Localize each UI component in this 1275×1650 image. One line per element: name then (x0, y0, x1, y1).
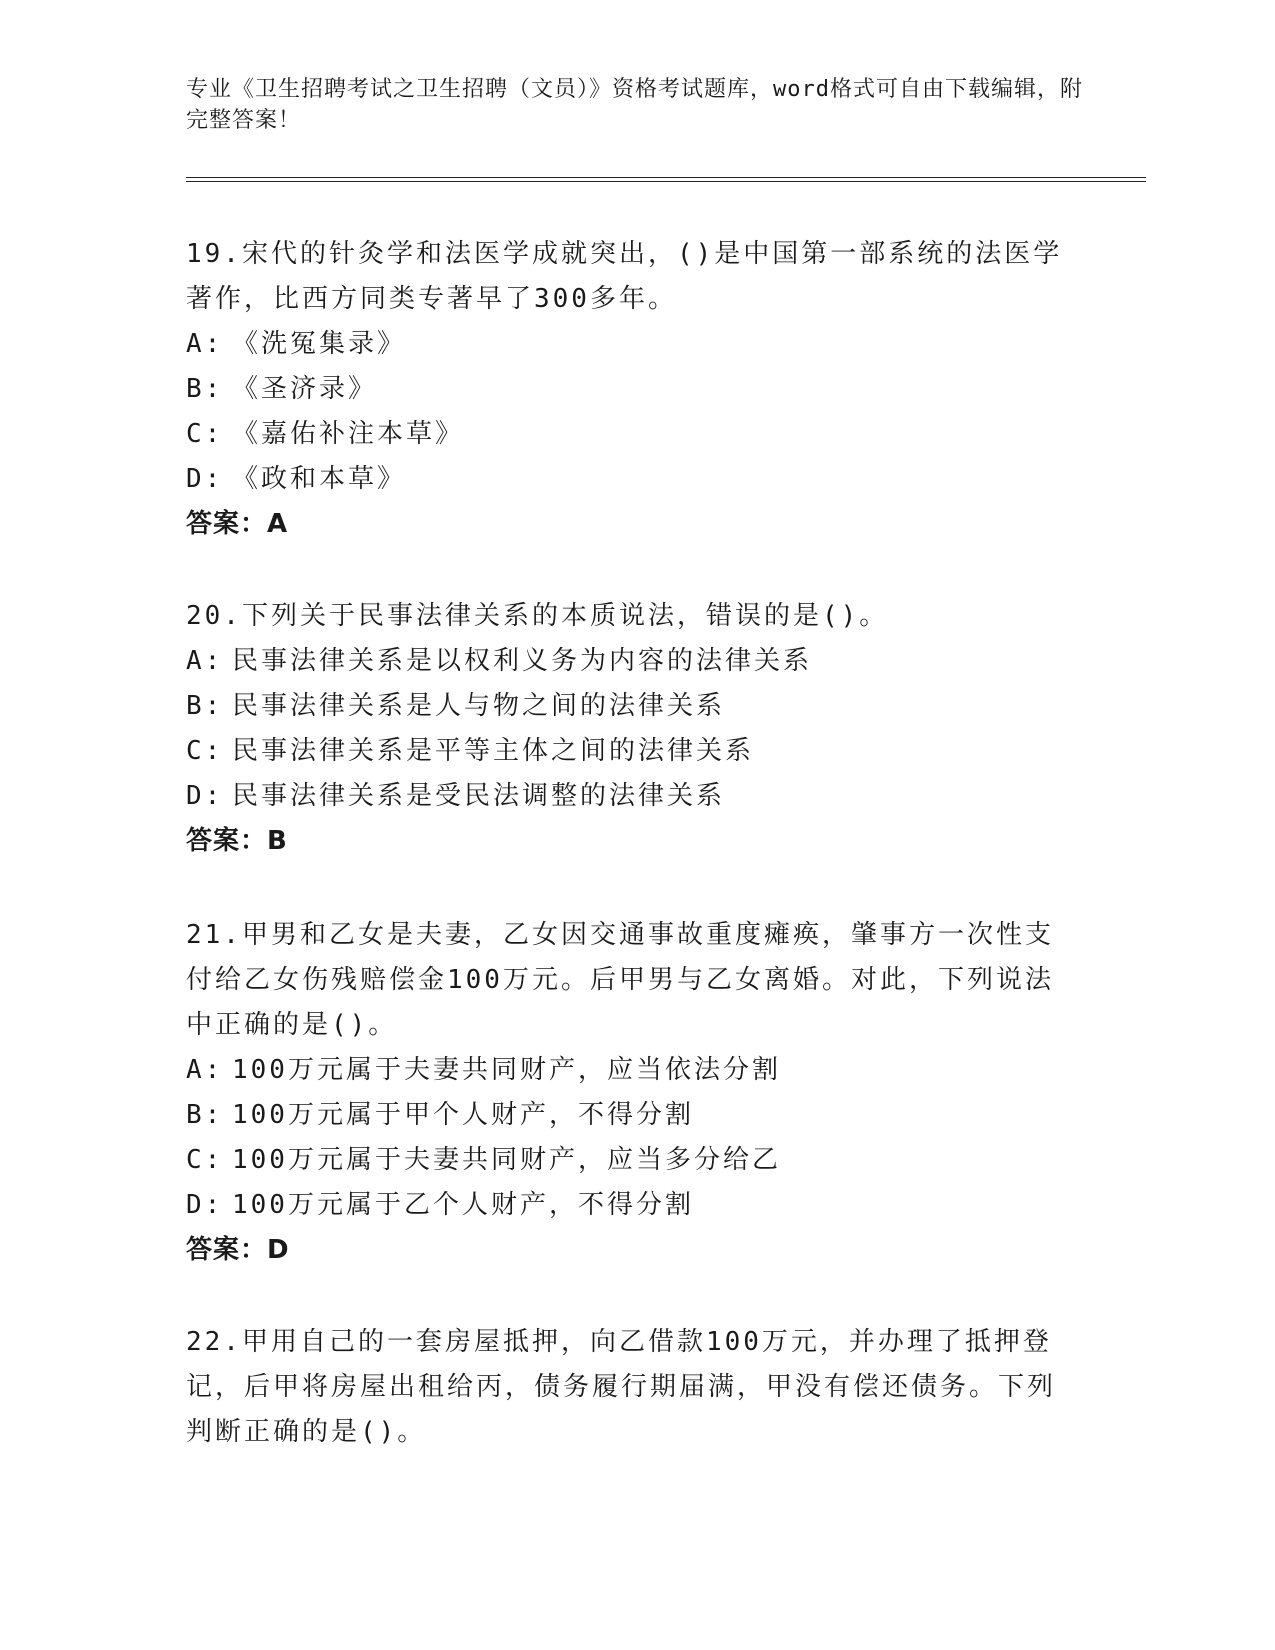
question-21 (186, 913, 1076, 1273)
question-22 (186, 1320, 1076, 1455)
option-key: D: (186, 464, 224, 494)
option-key: B: (186, 374, 224, 404)
option-c (186, 729, 1076, 774)
option-text: 《嘉佑补注本草》 (232, 419, 465, 449)
question-stem: 20.下列关于民事法律关系的本质说法，错误的是()。 (186, 601, 889, 631)
option-key: D: (186, 1190, 224, 1220)
option-b (186, 367, 1076, 412)
option-key: D: (186, 781, 224, 811)
question-stem: 22.甲用自己的一套房屋抵押，向乙借款100万元，并办理了抵押登记，后甲将房屋出租给丙，债务履行期届满，甲没有偿还债务。下列判断正确的是()。 (186, 1327, 1057, 1447)
option-text: 民事法律关系是人与物之间的法律关系 (232, 691, 726, 721)
question-19 (186, 232, 1076, 547)
option-text: 100万元属于夫妻共同财产，应当依法分割 (232, 1055, 781, 1085)
header-divider-bottom (186, 181, 1146, 182)
option-d (186, 774, 1076, 819)
option-text: 《政和本草》 (232, 464, 407, 494)
option-key: C: (186, 1145, 224, 1175)
answer: 答案：D (186, 1235, 290, 1265)
option-a (186, 322, 1076, 367)
option-text: 100万元属于乙个人财产，不得分割 (232, 1190, 694, 1220)
option-text: 民事法律关系是以权利义务为内容的法律关系 (232, 646, 813, 676)
option-text: 100万元属于夫妻共同财产，应当多分给乙 (232, 1145, 781, 1175)
question-stem: 21.甲男和乙女是夫妻，乙女因交通事故重度瘫痪，肇事方一次性支付给乙女伤残赔偿金100万元。后甲男与乙女离婚。对此，下列说法中正确的是()。 (186, 920, 1054, 1040)
header-divider-top (186, 177, 1146, 178)
question-stem: 19.宋代的针灸学和法医学成就突出，()是中国第一部系统的法医学著作，比西方同类专著早了300多年。 (186, 239, 1063, 314)
option-d (186, 457, 1076, 502)
document-header: 专业《卫生招聘考试之卫生招聘（文员）》资格考试题库，word格式可自由下载编辑，附完整答案！ (186, 77, 1083, 133)
option-c (186, 1138, 1076, 1183)
answer: 答案：B (186, 826, 288, 856)
option-key: B: (186, 691, 224, 721)
option-a (186, 639, 1076, 684)
option-key: C: (186, 736, 224, 766)
option-text: 《洗冤集录》 (232, 329, 407, 359)
option-a (186, 1048, 1076, 1093)
option-c (186, 412, 1076, 457)
option-d (186, 1183, 1076, 1228)
option-b (186, 684, 1076, 729)
option-b (186, 1093, 1076, 1138)
option-text: 民事法律关系是受民法调整的法律关系 (232, 781, 726, 811)
option-key: A: (186, 646, 224, 676)
option-text: 《圣济录》 (232, 374, 378, 404)
question-20 (186, 594, 1076, 864)
option-text: 100万元属于甲个人财产，不得分割 (232, 1100, 694, 1130)
answer: 答案：A (186, 509, 289, 539)
option-key: C: (186, 419, 224, 449)
option-text: 民事法律关系是平等主体之间的法律关系 (232, 736, 755, 766)
option-key: B: (186, 1100, 224, 1130)
option-key: A: (186, 329, 224, 359)
option-key: A: (186, 1055, 224, 1085)
